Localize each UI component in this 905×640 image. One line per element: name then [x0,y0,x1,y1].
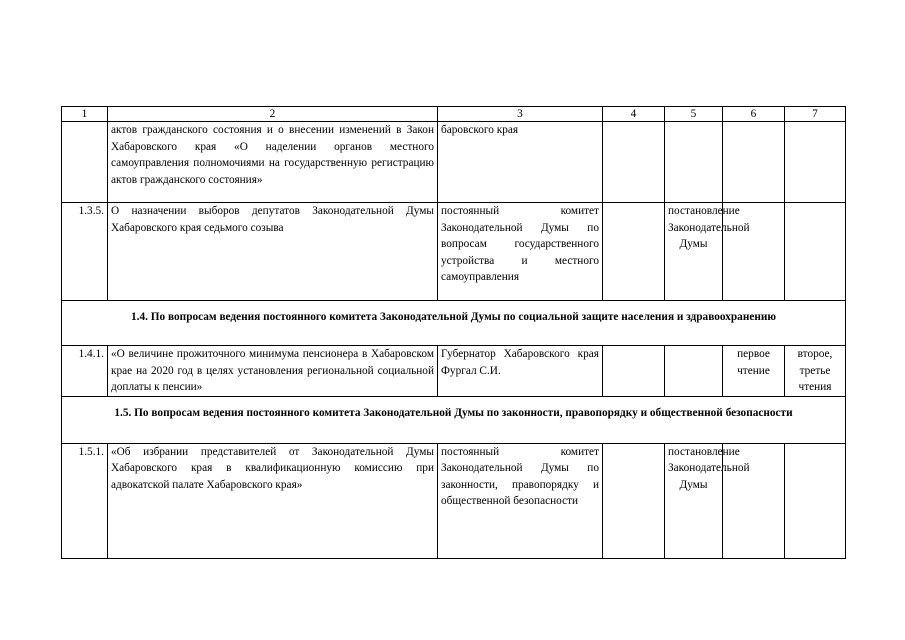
item-col4 [603,203,665,301]
item-col4 [603,443,665,558]
item-col5 [665,122,723,203]
item-title: актов гражданского состояния и о внесении изменений в Закон Хабаровского края «О наделении органов местного самоуправления полномочиями на государственную регистрацию актов гражданского состояния» [108,122,438,203]
column-header: 6 [723,107,785,122]
table-row [62,346,846,397]
column-header: 1 [62,107,108,122]
item-col6: первое чтение [723,346,785,397]
item-col4 [603,346,665,397]
item-number [62,122,108,203]
column-header: 4 [603,107,665,122]
item-title: «О величине прожиточного минимума пенсионера в Хабаровском крае на 2020 год в целях установления региональной социальной доплаты к пенсии» [108,346,438,397]
item-number: 1.5.1. [62,443,108,558]
table-row [62,443,846,558]
column-header: 5 [665,107,723,122]
item-title: «Об избрании представителей от Законодательной Думы Хабаровского края в квалификационную комиссию при адвокатской палате Хабаровского края» [108,443,438,558]
item-col7 [785,203,846,301]
column-number-row [62,107,846,122]
column-header: 7 [785,107,846,122]
section-heading: 1.4. По вопросам ведения постоянного комитета Законодательной Думы по социальной защите населения и здравоохранению [62,301,846,346]
item-col4 [603,122,665,203]
section-heading-row [62,396,846,443]
item-responsible: Губернатор Хабаровского края Фургал С.И. [438,346,603,397]
table-row [62,122,846,203]
plan-table [61,106,846,559]
item-col7 [785,122,846,203]
item-title: О назначении выборов депутатов Законодательной Думы Хабаровского края седьмого созыва [108,203,438,301]
section-heading: 1.5. По вопросам ведения постоянного комитета Законодательной Думы по законности, правопорядку и общественной безопасности [62,396,846,443]
item-col5: постановление Законодательной Думы [665,203,723,301]
item-col5 [665,346,723,397]
column-header: 2 [108,107,438,122]
section-heading-row [62,301,846,346]
item-col7: второе, третье чтения [785,346,846,397]
item-responsible: баровского края [438,122,603,203]
item-col6 [723,203,785,301]
item-col6 [723,122,785,203]
item-col5: постановление Законодательной Думы [665,443,723,558]
table-row [62,203,846,301]
item-responsible: постоянный комитет Законодательной Думы по вопросам государственного устройства и местного самоуправления [438,203,603,301]
item-number: 1.3.5. [62,203,108,301]
column-header: 3 [438,107,603,122]
item-col6 [723,443,785,558]
item-col7 [785,443,846,558]
item-number: 1.4.1. [62,346,108,397]
item-responsible: постоянный комитет Законодательной Думы по законности, правопорядку и общественной безопасности [438,443,603,558]
